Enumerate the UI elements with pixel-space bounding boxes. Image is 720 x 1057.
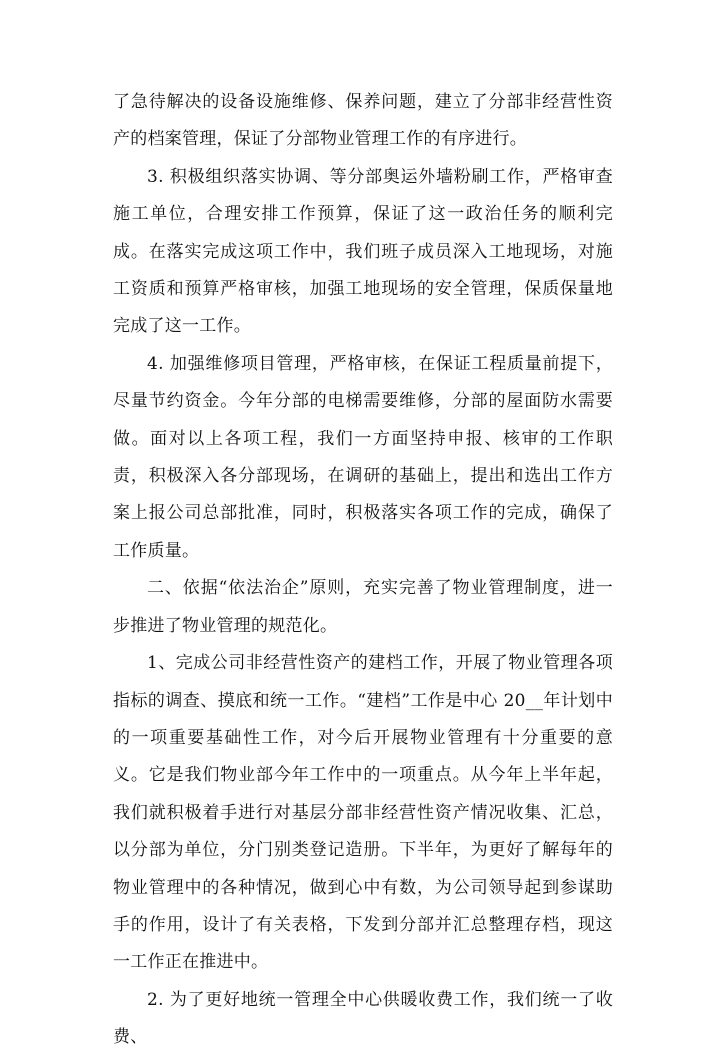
paragraph-item-4: 4. 加强维修项目管理，严格审核，在保证工程质量前提下，尽量节约资金。今年分部的电梯需要维修，分部的屋面防水需要做。面对以上各项工程，我们一方面坚持申报、核审的工作职责，积极深入各分部现场，在调研的基础上，提出和选出工作方案上报公司总部批准，同时，积极落实各项工作的完成，确保了工作质量。 bbox=[113, 353, 613, 561]
paragraph-item-2: 2. 为了更好地统一管理全中心供暖收费工作，我们统一了收费、 bbox=[113, 989, 613, 1048]
paragraph-item-1: 1、完成公司非经营性资产的建档工作，开展了物业管理各项指标的调查、摸底和统一工作。“建档”工作是中心 20__年计划中的一项重要基础性工作，对今后开展物业管理有十分重要的意义。它是我们物业部今年工作中的一项重点。从今年上半年起，我们就积极着手进行对基层分部非经营性资产情况收集、汇总，以分部为单位，分门别类登记造册。下半年，为更好了解每年的物业管理中的各种情况，做到心中有数，为公司领导起到参谋助手的作用，设计了有关表格，下发到分部并汇总整理存档，现这一工作正在推进中。 bbox=[113, 653, 613, 973]
section-heading-2: 二、依据“依法治企”原则，充实完善了物业管理制度，进一步推进了物业管理的规范化。 bbox=[113, 578, 613, 636]
paragraph-continued: 了急待解决的设备设施维修、保养问题，建立了分部非经营性资产的档案管理，保证了分部物业管理工作的有序进行。 bbox=[113, 92, 613, 150]
document-body bbox=[113, 84, 613, 1057]
paragraph-item-3: 3. 积极组织落实协调、等分部奥运外墙粉刷工作，严格审查施工单位，合理安排工作预算，保证了这一政治任务的顺利完成。在落实完成这项工作中，我们班子成员深入工地现场，对施工资质和预算严格审核，加强工地现场的安全管理，保质保量地完成了这一工作。 bbox=[113, 166, 613, 337]
